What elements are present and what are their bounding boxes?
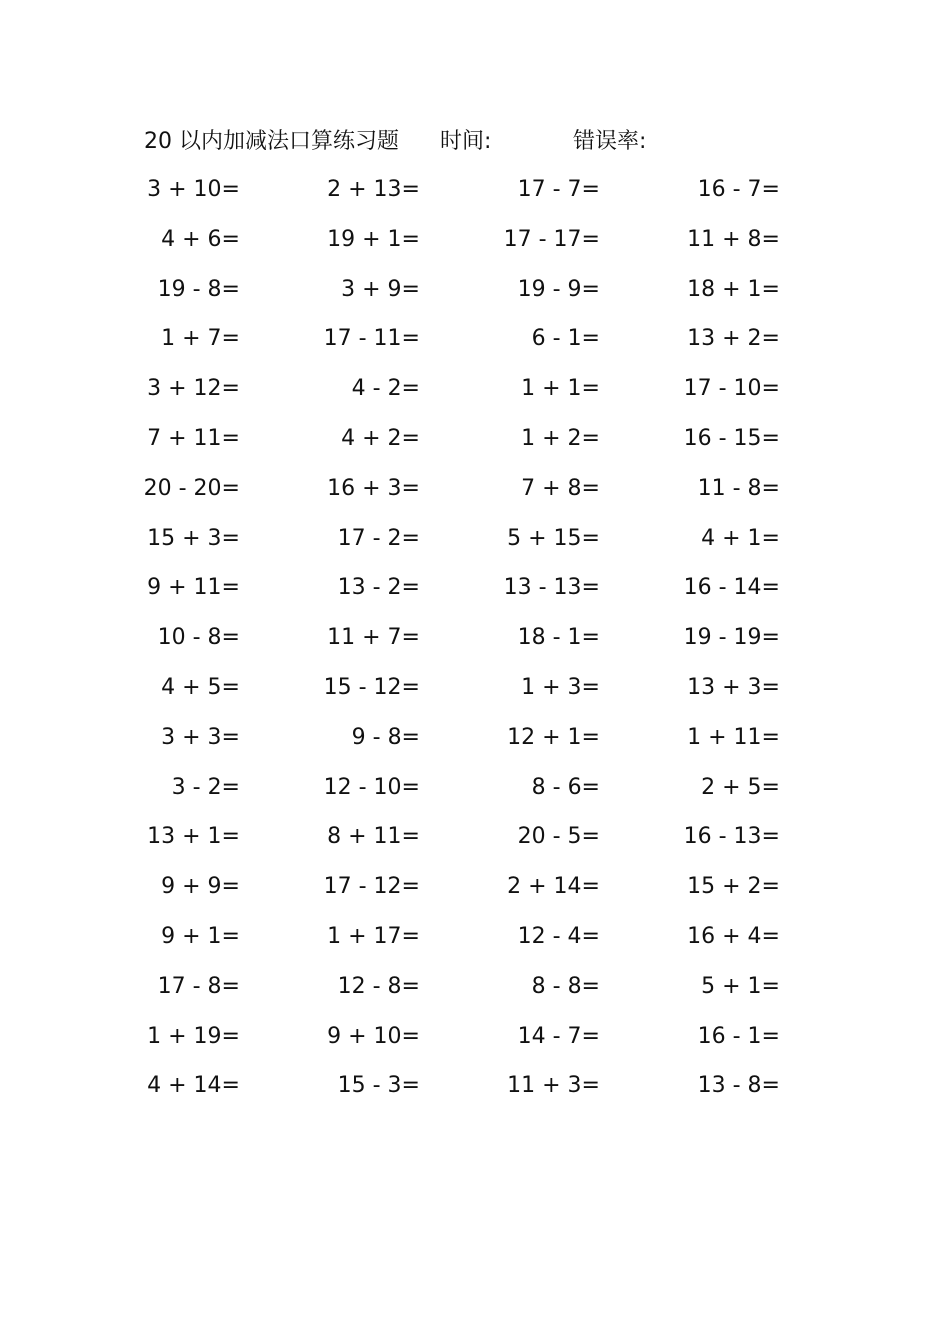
arithmetic-problem: 1 + 19= bbox=[147, 1023, 240, 1049]
arithmetic-problem: 15 + 3= bbox=[147, 525, 240, 551]
problem-row bbox=[0, 618, 950, 668]
problem-row bbox=[0, 967, 950, 1017]
arithmetic-problem: 17 - 11= bbox=[323, 326, 420, 352]
problem-row bbox=[0, 867, 950, 917]
arithmetic-problem: 2 + 14= bbox=[507, 874, 600, 900]
arithmetic-problem: 19 - 8= bbox=[157, 276, 240, 302]
worksheet-header bbox=[0, 124, 950, 160]
arithmetic-problem: 1 + 1= bbox=[521, 376, 600, 402]
arithmetic-problem: 1 + 11= bbox=[687, 724, 780, 750]
arithmetic-problem: 10 - 8= bbox=[157, 625, 240, 651]
arithmetic-problem: 4 + 1= bbox=[701, 525, 780, 551]
problem-row bbox=[0, 319, 950, 369]
arithmetic-problem: 17 - 17= bbox=[503, 226, 600, 252]
arithmetic-problem: 4 + 14= bbox=[147, 1073, 240, 1099]
arithmetic-problem: 17 - 7= bbox=[517, 177, 600, 202]
arithmetic-problem: 3 + 9= bbox=[341, 276, 420, 302]
arithmetic-problem: 12 + 1= bbox=[507, 724, 600, 750]
arithmetic-problem: 8 + 11= bbox=[327, 824, 420, 850]
arithmetic-problem: 12 - 8= bbox=[337, 973, 420, 999]
arithmetic-problem: 13 + 1= bbox=[147, 824, 240, 850]
arithmetic-problem: 20 - 20= bbox=[143, 475, 240, 501]
worksheet-title: 20 以内加减法口算练习题 bbox=[144, 129, 399, 154]
arithmetic-problem: 4 + 2= bbox=[341, 425, 420, 451]
arithmetic-problem: 19 + 1= bbox=[327, 226, 420, 252]
arithmetic-problem: 16 - 1= bbox=[697, 1023, 780, 1049]
arithmetic-problem: 19 - 19= bbox=[683, 625, 780, 651]
problem-row bbox=[0, 768, 950, 818]
arithmetic-problem: 11 + 7= bbox=[327, 625, 420, 651]
arithmetic-problem: 13 - 2= bbox=[337, 575, 420, 601]
arithmetic-problem: 1 + 17= bbox=[327, 923, 420, 949]
arithmetic-problem: 16 - 7= bbox=[697, 177, 780, 202]
arithmetic-problem: 17 - 2= bbox=[337, 525, 420, 551]
arithmetic-problem: 3 - 2= bbox=[171, 774, 240, 800]
problem-row bbox=[0, 718, 950, 768]
arithmetic-problem: 6 - 1= bbox=[531, 326, 600, 352]
problem-row bbox=[0, 817, 950, 867]
arithmetic-problem: 4 + 5= bbox=[161, 674, 240, 700]
arithmetic-problem: 3 + 12= bbox=[147, 376, 240, 402]
arithmetic-problem: 4 - 2= bbox=[351, 376, 420, 402]
problem-row bbox=[0, 170, 950, 220]
arithmetic-problem: 3 + 10= bbox=[147, 177, 240, 202]
arithmetic-problem: 16 - 14= bbox=[683, 575, 780, 601]
arithmetic-problem: 9 + 1= bbox=[161, 923, 240, 949]
problem-row bbox=[0, 270, 950, 320]
problem-row bbox=[0, 917, 950, 967]
arithmetic-problem: 7 + 11= bbox=[147, 425, 240, 451]
arithmetic-problem: 8 - 8= bbox=[531, 973, 600, 999]
arithmetic-problem: 9 + 11= bbox=[147, 575, 240, 601]
arithmetic-problem: 15 - 3= bbox=[337, 1073, 420, 1099]
arithmetic-problem: 16 - 13= bbox=[683, 824, 780, 850]
arithmetic-problem: 2 + 13= bbox=[327, 177, 420, 202]
arithmetic-problem: 12 - 10= bbox=[323, 774, 420, 800]
arithmetic-problem: 17 - 8= bbox=[157, 973, 240, 999]
arithmetic-problem: 16 + 4= bbox=[687, 923, 780, 949]
arithmetic-problem: 19 - 9= bbox=[517, 276, 600, 302]
arithmetic-problem: 1 + 2= bbox=[521, 425, 600, 451]
arithmetic-problem: 2 + 5= bbox=[701, 774, 780, 800]
problem-row bbox=[0, 668, 950, 718]
arithmetic-problem: 1 + 7= bbox=[161, 326, 240, 352]
arithmetic-problem: 20 - 5= bbox=[517, 824, 600, 850]
arithmetic-problem: 7 + 8= bbox=[521, 475, 600, 501]
arithmetic-problem: 18 + 1= bbox=[687, 276, 780, 302]
arithmetic-problem: 14 - 7= bbox=[517, 1023, 600, 1049]
problem-row bbox=[0, 1066, 950, 1116]
problem-row bbox=[0, 568, 950, 618]
arithmetic-problem: 8 - 6= bbox=[531, 774, 600, 800]
arithmetic-problem: 1 + 3= bbox=[521, 674, 600, 700]
arithmetic-problem: 4 + 6= bbox=[161, 226, 240, 252]
arithmetic-problem: 15 + 2= bbox=[687, 874, 780, 900]
time-label: 时间: bbox=[440, 129, 492, 154]
arithmetic-problem: 18 - 1= bbox=[517, 625, 600, 651]
problem-row bbox=[0, 419, 950, 469]
problem-row bbox=[0, 519, 950, 569]
arithmetic-problem: 13 - 13= bbox=[503, 575, 600, 601]
problem-row bbox=[0, 220, 950, 270]
arithmetic-problem: 15 - 12= bbox=[323, 674, 420, 700]
arithmetic-problem: 17 - 12= bbox=[323, 874, 420, 900]
arithmetic-problem: 11 - 8= bbox=[697, 475, 780, 501]
arithmetic-problem: 17 - 10= bbox=[683, 376, 780, 402]
problem-grid bbox=[0, 170, 950, 1116]
arithmetic-problem: 16 + 3= bbox=[327, 475, 420, 501]
arithmetic-problem: 11 + 8= bbox=[687, 226, 780, 252]
arithmetic-problem: 12 - 4= bbox=[517, 923, 600, 949]
problem-row bbox=[0, 469, 950, 519]
arithmetic-problem: 11 + 3= bbox=[507, 1073, 600, 1099]
arithmetic-problem: 16 - 15= bbox=[683, 425, 780, 451]
problem-row bbox=[0, 369, 950, 419]
arithmetic-problem: 13 + 2= bbox=[687, 326, 780, 352]
arithmetic-problem: 9 - 8= bbox=[351, 724, 420, 750]
error-rate-label: 错误率: bbox=[573, 129, 647, 154]
arithmetic-problem: 9 + 9= bbox=[161, 874, 240, 900]
arithmetic-problem: 13 - 8= bbox=[697, 1073, 780, 1099]
arithmetic-problem: 3 + 3= bbox=[161, 724, 240, 750]
arithmetic-problem: 5 + 1= bbox=[701, 973, 780, 999]
arithmetic-problem: 5 + 15= bbox=[507, 525, 600, 551]
arithmetic-problem: 9 + 10= bbox=[327, 1023, 420, 1049]
arithmetic-problem: 13 + 3= bbox=[687, 674, 780, 700]
problem-row bbox=[0, 1017, 950, 1067]
